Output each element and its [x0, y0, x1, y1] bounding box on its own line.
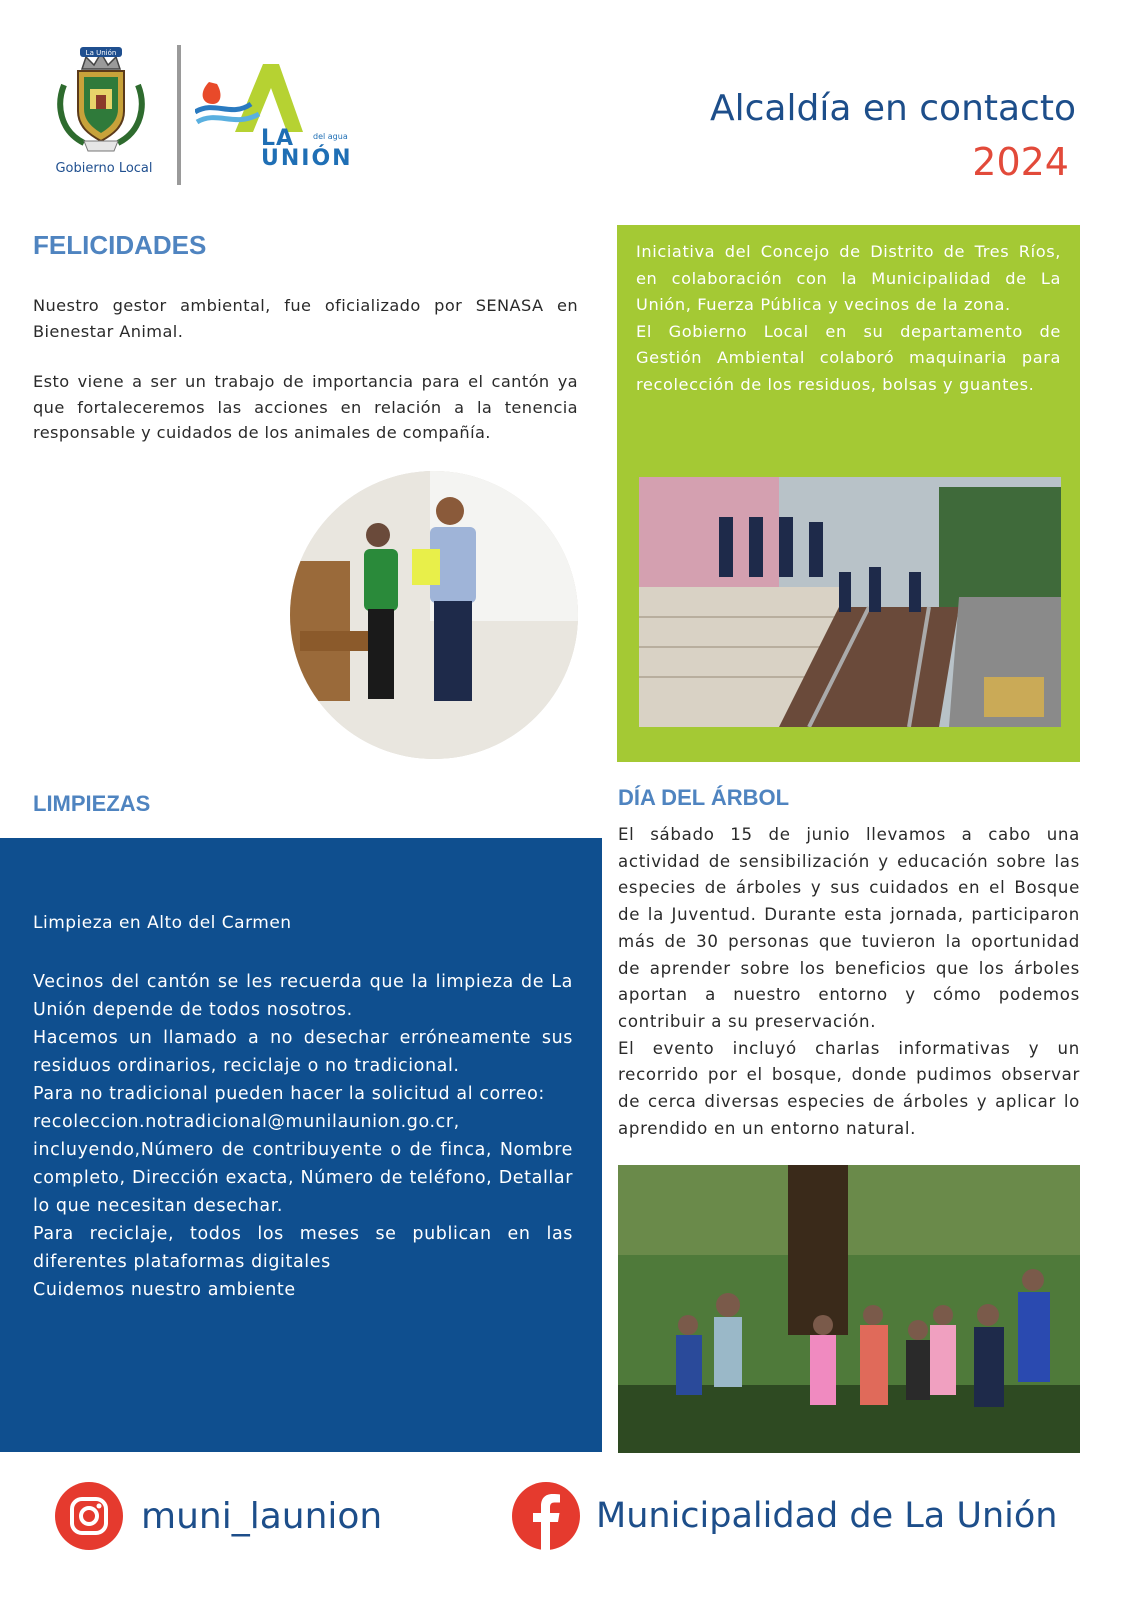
facebook-link[interactable]	[512, 1482, 1057, 1550]
limpiezas-text	[33, 968, 573, 1304]
railway-cleanup-photo	[639, 477, 1061, 727]
award-photo	[290, 471, 578, 759]
limpiezas-heading: Limpieza en Alto del Carmen	[33, 913, 292, 933]
limpiezas-line: Para reciclaje, todos los meses se publican en las diferentes plataformas digitales	[33, 1224, 573, 1272]
felicidades-photo	[290, 471, 578, 759]
instagram-icon	[55, 1482, 123, 1550]
page-year: 2024	[972, 140, 1069, 184]
dia-arbol-paragraph-1: El sábado 15 de junio llevamos a cabo una actividad de sensibilización y educación sobre las especies de árboles y sus cuidados en el Bosque de la Juventud. Durante esta jornada, participaron más de 30 personas que tuvieron la oportunidad de aprender sobre los beneficios que los árboles aportan a nuestro entorno y cómo podemos contribuir a su preservación.	[618, 825, 1080, 1031]
felicidades-title: FELICIDADES	[33, 230, 207, 260]
crest-banner-text: La Unión	[85, 49, 117, 57]
felicidades-paragraph-1: Nuestro gestor ambiental, fue oficializado por SENASA en Bienestar Animal.	[33, 296, 578, 341]
dia-arbol-text	[618, 822, 1080, 1142]
tres-rios-text: Iniciativa del Concejo de Distrito de Tres Ríos, en colaboración con la Municipalidad de La Unión, Fuerza Pública y vecinos de la zona. El Gobierno Local en su departamento de Gestión Ambiental colaboró maquinaria para recolección de los residuos, bolsas y guantes.	[636, 242, 1061, 394]
limpiezas-card	[0, 838, 602, 1452]
header-divider	[177, 45, 181, 185]
page-title: Alcaldía en contacto	[710, 88, 1076, 129]
municipal-crest	[40, 45, 160, 185]
limpiezas-closing: Cuidemos nuestro ambiente	[33, 1280, 296, 1300]
tres-rios-photo	[639, 477, 1061, 727]
instagram-handle[interactable]: muni_launion	[141, 1495, 383, 1537]
crest-caption: Gobierno Local	[55, 161, 153, 176]
limpiezas-email-line: recoleccion.notradicional@munilaunion.go.cr, incluyendo,Número de contribuyente o de finca, Nombre completo, Dirección exacta, Número de teléfono, Detallar lo que necesitan desechar.	[33, 1112, 573, 1216]
crest-emblem	[54, 45, 148, 157]
limpiezas-line: Vecinos del cantón se les recuerda que la limpieza de La Unión depende de todos nosotros.	[33, 972, 573, 1020]
tres-rios-card	[617, 225, 1080, 762]
la-union-logo	[195, 60, 360, 175]
brand-union: UNIÓN	[261, 146, 353, 171]
facebook-page-name[interactable]: Municipalidad de La Unión	[596, 1496, 1058, 1536]
dia-arbol-photo	[618, 1165, 1080, 1453]
limpiezas-line: Para no tradicional pueden hacer la solicitud al correo:	[33, 1084, 545, 1104]
instagram-link[interactable]	[55, 1482, 382, 1550]
limpiezas-line: Hacemos un llamado a no desechar erróneamente sus residuos ordinarios, reciclaje o no tradicional.	[33, 1028, 573, 1076]
dia-arbol-paragraph-2: El evento incluyó charlas informativas y un recorrido por el bosque, donde pudimos observar de cerca diversas especies de árboles y aplicar lo aprendido en un entorno natural.	[618, 1038, 1080, 1138]
forest-group-photo	[618, 1165, 1080, 1453]
dia-arbol-title: DÍA DEL ÁRBOL	[618, 785, 790, 810]
limpiezas-title: LIMPIEZAS	[33, 791, 151, 816]
brand-la: LA	[261, 126, 295, 151]
brand-tagline: del agua	[313, 132, 348, 141]
facebook-icon	[512, 1482, 580, 1550]
felicidades-paragraph-2: Esto viene a ser un trabajo de importancia para el cantón ya que fortaleceremos las acciones en relación a la tenencia responsable y cuidados de los animales de compañía.	[33, 372, 578, 442]
